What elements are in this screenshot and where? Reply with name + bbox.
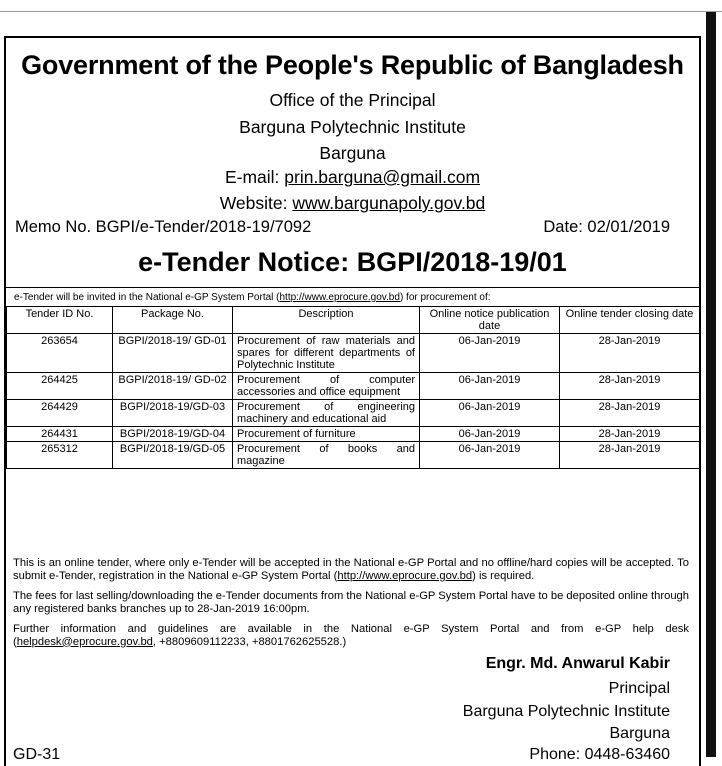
email-link[interactable]: prin.barguna@gmail.com [284,167,481,187]
intro-after: ) for procurement of: [399,292,491,303]
intro-text [6,287,699,306]
cell-tender-id: 264429 [7,400,113,427]
scan-edge-bar [706,12,716,757]
cell-description: Procurement of engineering machinery and educational aid [233,400,420,427]
cell-tender-id: 264431 [7,427,113,442]
cell-package: BGPI/2018-19/GD-05 [113,442,233,469]
header-closing: Online tender closing date [560,307,700,334]
website-line [4,193,701,214]
online-tender-paragraph [13,557,689,582]
cell-closing: 28-Jan-2019 [560,442,700,469]
district-line: Barguna [319,143,386,163]
footer-code: GD-31 [13,746,61,763]
signatory-phone: Phone: 0448-63460 [529,746,670,763]
table-row [7,400,700,427]
cell-description: Procurement of raw materials and spares for different departments of Polytechnic Institute [233,334,420,373]
email-label: E-mail: [224,167,285,187]
website-label: Website: [219,193,293,213]
cell-tender-id: 264425 [7,373,113,400]
cell-publication: 06-Jan-2019 [420,373,560,400]
signatory-title: Principal [608,680,670,697]
cell-package: BGPI/2018-19/GD-03 [113,400,233,427]
table-row [7,334,700,373]
cell-closing: 28-Jan-2019 [560,427,700,442]
header-publication: Online notice publication date [420,307,560,334]
top-rule [0,11,722,12]
email-line [4,167,701,188]
table-row [7,427,700,442]
cell-package: BGPI/2018-19/ GD-01 [113,334,233,373]
cell-package: BGPI/2018-19/GD-04 [113,427,233,442]
header-description: Description [233,307,420,334]
signatory-district: Barguna [609,725,670,742]
notice-date: Date: 02/01/2019 [543,218,670,236]
government-heading: Government of the People's Republic of Bangladesh [21,50,684,80]
p1-before: This is an online tender, where only e-Tender will be accepted in the National e-GP Portal and no offline/hard copies will be accepted. To submit e-Tender, registration in the National e-GP System Portal ( [13,557,689,582]
cell-tender-id: 265312 [7,442,113,469]
cell-closing: 28-Jan-2019 [560,373,700,400]
header-tender-id: Tender ID No. [7,307,113,334]
cell-closing: 28-Jan-2019 [560,334,700,373]
helpdesk-link[interactable]: helpdesk@eprocure.gov.bd [16,635,153,648]
cell-publication: 06-Jan-2019 [420,442,560,469]
intro-before: e-Tender will be invited in the National e-GP System Portal ( [14,292,280,303]
institute-line: Barguna Polytechnic Institute [239,117,466,137]
cell-publication: 06-Jan-2019 [420,334,560,373]
memo-number: Memo No. BGPI/e-Tender/2018-19/7092 [15,218,312,236]
helpdesk-paragraph [13,623,689,648]
eprocure-link-2[interactable]: http://www.eprocure.gov.bd [337,569,473,582]
cell-description: Procurement of furniture [233,427,420,442]
p1-after: ) is required. [472,569,535,582]
p3-before: Further information and guidelines are available in the National e-GP System Portal and from e-GP help desk ( [13,623,689,648]
fees-paragraph: The fees for last selling/downloading the e-Tender documents from the National e-GP System Portal have to be deposited online through any registered banks branches up to 28-Jan-2019 16:00pm. [13,590,689,615]
cell-tender-id: 263654 [7,334,113,373]
table-row [7,442,700,469]
website-link[interactable]: www.bargunapoly.gov.bd [292,193,486,213]
cell-description: Procurement of computer accessories and office equipment [233,373,420,400]
p3-after: , +8809609112233, +8801762625528.) [152,635,347,648]
signatory-name: Engr. Md. Anwarul Kabir [485,655,670,672]
office-line: Office of the Principal [269,90,436,110]
signatory-institute: Barguna Polytechnic Institute [462,703,670,720]
cell-publication: 06-Jan-2019 [420,427,560,442]
cell-description: Procurement of books and magazine [233,442,420,469]
cell-closing: 28-Jan-2019 [560,400,700,427]
header-package: Package No. [113,307,233,334]
tender-table [6,306,700,469]
notice-title: e-Tender Notice: BGPI/2018-19/01 [138,247,567,277]
table-row [7,373,700,400]
cell-publication: 06-Jan-2019 [420,400,560,427]
table-header-row [7,307,700,334]
cell-package: BGPI/2018-19/ GD-02 [113,373,233,400]
eprocure-link[interactable]: http://www.eprocure.gov.bd [279,292,400,303]
